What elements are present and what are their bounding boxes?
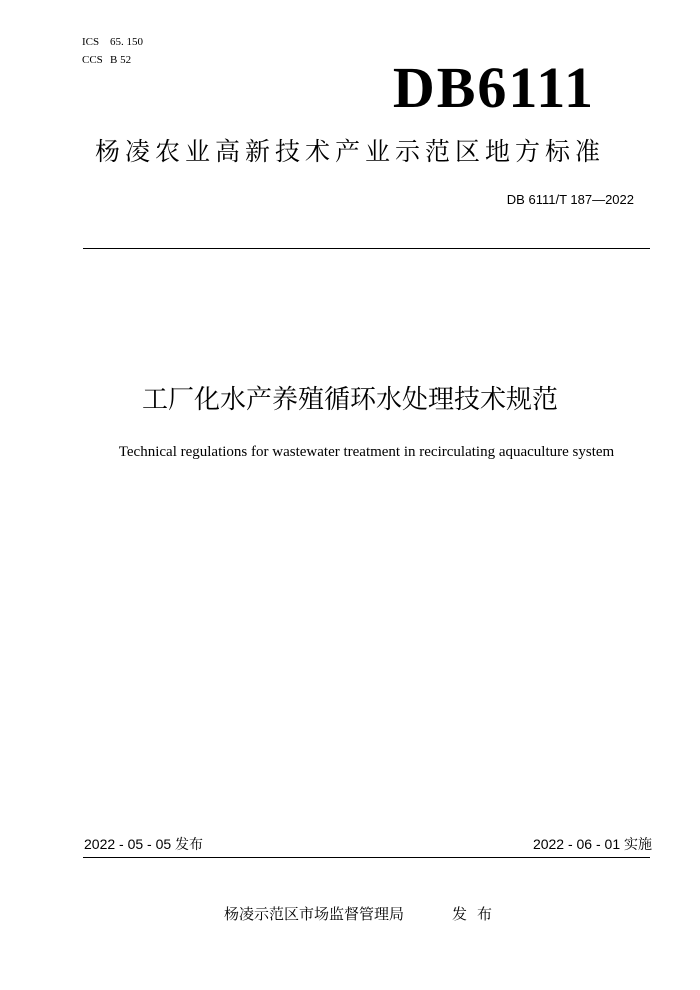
issuing-authority: 杨凌示范区市场监督管理局 [224,905,405,923]
ics-value: 65. 150 [110,36,143,48]
ccs-label: CCS [82,54,103,66]
bottom-divider [83,857,650,858]
standard-category: 杨凌农业高新技术产业示范区地方标准 [94,137,605,166]
standard-logo: DB6111 [392,55,595,120]
top-divider [83,248,650,249]
ics-label: ICS [82,36,100,48]
issue-date: 2022 - 05 - 05 发布 [84,836,204,852]
ccs-value: B 52 [110,54,132,66]
issuer-action: 发布 [452,905,503,923]
implementation-date: 2022 - 06 - 01 实施 [532,836,652,852]
ics-code [82,35,143,49]
page-title: 工厂化水产养殖循环水处理技术规范 [141,385,558,415]
ccs-code [82,53,131,67]
standard-number: DB 6111/T 187—2022 [506,192,634,207]
page-subtitle-english: Technical regulations for wastewater treatment in recirculating aquaculture system [118,444,615,460]
